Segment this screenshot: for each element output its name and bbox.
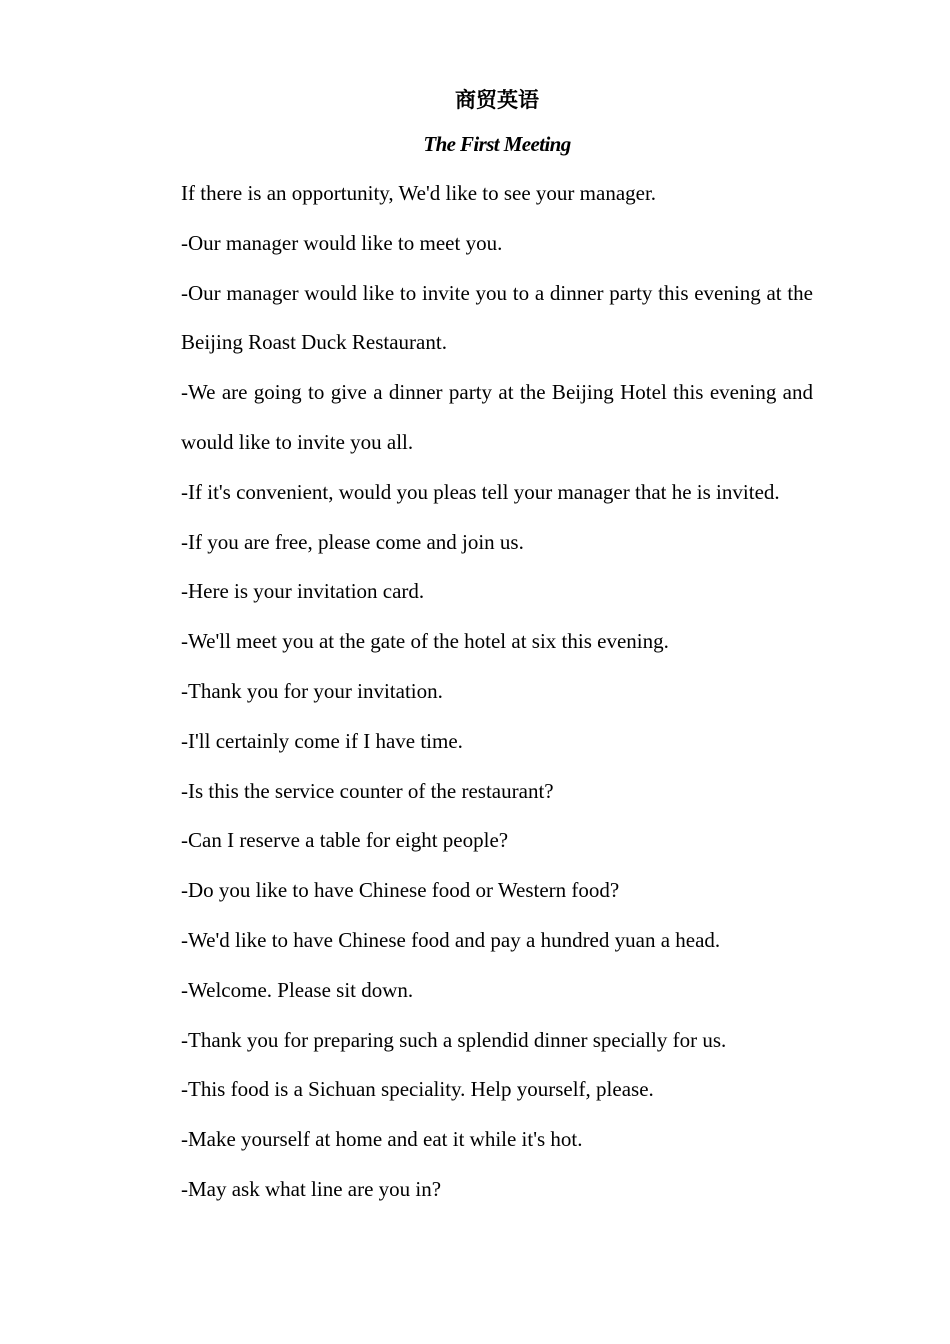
paragraph: -This food is a Sichuan speciality. Help yourself, please. [181,1077,654,1102]
paragraph: -We'd like to have Chinese food and pay a hundred yuan a head. [181,927,721,952]
paragraph: -Our manager would like to invite you to a dinner party this evening at the Beijing Roast Duck Restaurant. [181,280,813,355]
paragraph: -I'll certainly come if I have time. [181,728,463,753]
paragraph: -If it's convenient, would you pleas tell your manager that he is invited. [181,479,780,504]
paragraph: -We are going to give a dinner party at the Beijing Hotel this evening and would like to invite you all. [181,380,813,454]
document-body [181,82,813,1215]
document-subtitle: The First Meeting [423,132,571,156]
paragraph: -Can I reserve a table for eight people? [181,828,509,853]
paragraph: -We'll meet you at the gate of the hotel at six this evening. [181,629,669,654]
paragraph: -If you are free, please come and join us. [181,529,524,554]
paragraph: -Thank you for preparing such a splendid dinner specially for us. [181,1027,727,1052]
paragraph: -Make yourself at home and eat it while it's hot. [181,1127,583,1152]
paragraph: -Here is your invitation card. [181,579,425,604]
paragraph: If there is an opportunity, We'd like to see your manager. [181,181,657,205]
paragraph: -Is this the service counter of the restaurant? [181,778,554,803]
paragraph: -Our manager would like to meet you. [181,230,503,255]
paragraph: -Do you like to have Chinese food or Western food? [181,878,620,903]
paragraph: -Welcome. Please sit down. [181,977,414,1002]
paragraph: -Thank you for your invitation. [181,678,443,703]
document-title: 商贸英语 [455,88,539,112]
paragraph: -May ask what line are you in? [181,1176,442,1201]
